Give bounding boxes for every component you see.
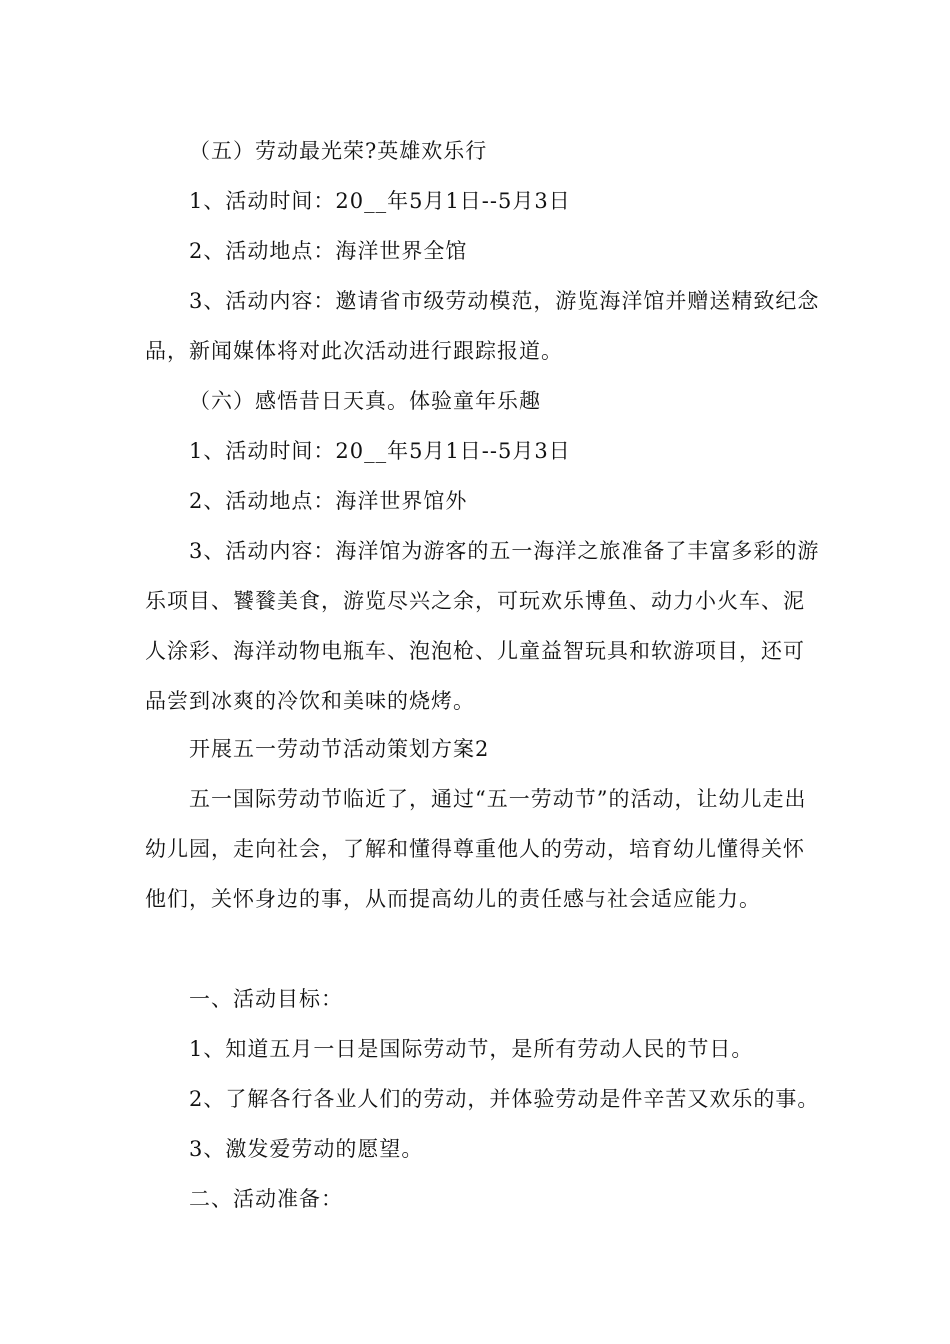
goal-item-1: 1、知道五月一日是国际劳动节，是所有劳动人民的节日。 [189, 1037, 754, 1061]
section-goals-heading: 一、活动目标： [189, 987, 343, 1011]
paragraph-time-5: 1、活动时间：20__年5月1日--5月3日 [189, 189, 571, 213]
section-heading-5: （五）劳动最光荣?英雄欢乐行 [189, 139, 488, 163]
paragraph-time-6: 1、活动时间：20__年5月1日--5月3日 [189, 439, 571, 463]
section-heading-6: （六）感悟昔日天真。体验童年乐趣 [189, 389, 541, 413]
paragraph-content-5: 3、活动内容：邀请省市级劳动模范，游览海洋馆并赠送精致纪念品，新闻媒体将对此次活动进行跟踪报道。 [145, 289, 820, 363]
goal-item-2: 2、了解各行各业人们的劳动，并体验劳动是件辛苦又欢乐的事。 [189, 1087, 820, 1111]
goal-item-3: 3、激发爱劳动的愿望。 [189, 1137, 424, 1161]
paragraph-location-6: 2、活动地点：海洋世界馆外 [189, 489, 468, 513]
paragraph-intro: 五一国际劳动节临近了，通过“五一劳动节”的活动，让幼儿走出幼儿园，走向社会，了解和懂得尊重他人的劳动，培育幼儿懂得关怀他们，关怀身边的事，从而提高幼儿的责任感与社会适应能力。 [145, 787, 807, 911]
paragraph-location-5: 2、活动地点：海洋世界全馆 [189, 239, 468, 263]
plan-title-2: 开展五一劳动节活动策划方案2 [189, 737, 490, 761]
paragraph-content-6: 3、活动内容：海洋馆为游客的五一海洋之旅准备了丰富多彩的游乐项目、饕餮美食，游览尽兴之余，可玩欢乐博鱼、动力小火车、泥人涂彩、海洋动物电瓶车、泡泡枪、儿童益智玩具和软游项目，还可品尝到冰爽的冷饮和美味的烧烤。 [145, 539, 820, 713]
section-preparation-heading: 二、活动准备： [189, 1187, 343, 1211]
